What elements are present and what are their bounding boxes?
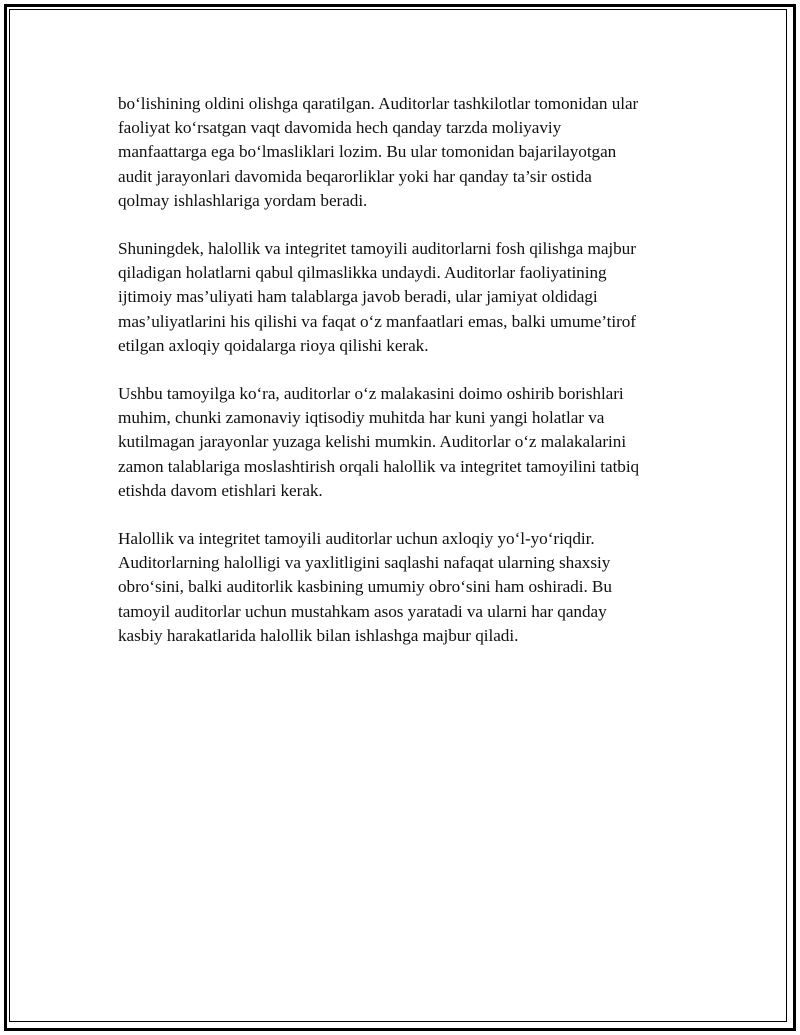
text-line: bo‘lishining oldini olishga qaratilgan. Auditorlar tashkilotlar tomonidan ular bbox=[118, 94, 639, 113]
document-body bbox=[118, 92, 698, 672]
text-line: qolmay ishlashlariga yordam beradi. bbox=[118, 190, 368, 210]
paragraph-2 bbox=[118, 237, 698, 358]
text-line: tamoyil auditorlar uchun mustahkam asos yaratadi va ularni har qanday bbox=[118, 601, 607, 621]
text-line: Auditorlarning halolligi va yaxlitligini saqlashi nafaqat ularning shaxsiy bbox=[118, 553, 611, 573]
paragraph-3 bbox=[118, 382, 698, 503]
text-line: Halollik va integritet tamoyili auditorlar uchun axloqiy yo‘l-yo‘riqdir. bbox=[118, 529, 595, 549]
text-line: muhim, chunki zamonaviy iqtisodiy muhitda har kuni yangi holatlar va bbox=[118, 408, 605, 428]
text-line: Shuningdek, halollik va integritet tamoyili auditorlarni fosh qilishga majbur bbox=[118, 239, 636, 259]
text-line: kutilmagan jarayonlar yuzaga kelishi mumkin. Auditorlar o‘z malakalarini bbox=[118, 432, 627, 452]
text-line: ijtimoiy mas’uliyati ham talablarga javob beradi, ular jamiyat oldidagi bbox=[118, 287, 598, 307]
text-line: Ushbu tamoyilga ko‘ra, auditorlar o‘z malakasini doimo oshirib borishlari bbox=[118, 384, 624, 404]
text-line: manfaattarga ega bo‘lmasliklari lozim. Bu ular tomonidan bajarilayotgan bbox=[118, 142, 617, 162]
text-line: kasbiy harakatlarida halollik bilan ishlashga majbur qiladi. bbox=[118, 625, 519, 645]
text-line: qiladigan holatlarni qabul qilmaslikka undaydi. Auditorlar faoliyatining bbox=[118, 263, 607, 283]
text-line: etishda davom etishlari kerak. bbox=[118, 480, 323, 500]
text-line: obro‘sini, balki auditorlik kasbining umumiy obro‘sini ham oshiradi. Bu bbox=[118, 577, 612, 597]
text-line: mas’uliyatlarini his qilishi va faqat o‘z manfaatlari emas, balki umume’tirof bbox=[118, 311, 636, 331]
text-line: zamon talablariga moslashtirish orqali halollik va integritet tamoyilini tatbiq bbox=[118, 456, 640, 476]
text-line: audit jarayonlari davomida beqarorliklar yoki har qanday ta’sir ostida bbox=[118, 166, 592, 186]
paragraph-4 bbox=[118, 527, 698, 648]
text-line: faoliyat ko‘rsatgan vaqt davomida hech qanday tarzda moliyaviy bbox=[118, 118, 562, 138]
text-line: etilgan axloqiy qoidalarga rioya qilishi kerak. bbox=[118, 335, 429, 355]
paragraph-1 bbox=[118, 92, 698, 213]
